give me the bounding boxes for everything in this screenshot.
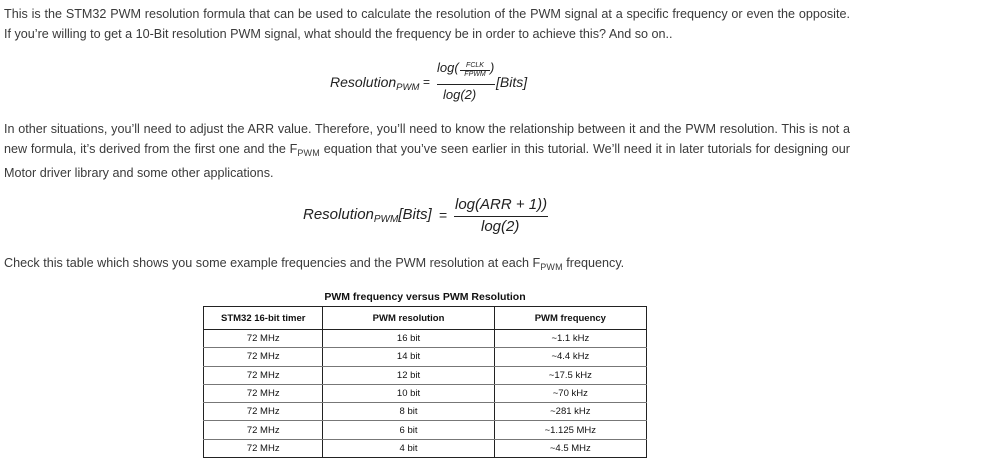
header-frequency: PWM frequency <box>494 307 646 330</box>
pwm-resolution-table <box>203 306 647 458</box>
cell-resolution: 16 bit <box>323 330 494 348</box>
table-row <box>204 330 647 348</box>
formula1-equals: = <box>423 75 431 89</box>
cell-timer: 72 MHz <box>204 403 323 421</box>
cell-frequency: ~4.5 MHz <box>549 442 591 454</box>
cell-resolution: 4 bit <box>323 439 494 457</box>
formula1-unit: [Bits] <box>496 74 528 90</box>
formula2-numerator: log(ARR + 1)) <box>455 196 548 213</box>
formula1-close-paren: ) <box>490 60 495 75</box>
formula1-inner-fraction: FCLK FPWM <box>460 62 490 79</box>
cell-frequency: ~17.5 kHz <box>494 366 646 384</box>
cell-resolution: 12 bit <box>323 366 494 384</box>
formula2-fraction-bar <box>454 216 548 217</box>
cell-timer: 72 MHz <box>204 366 323 384</box>
cell-frequency: ~70 kHz <box>494 384 646 402</box>
formula2-denominator: log(2) <box>481 218 520 235</box>
cell-frequency: ~4.4 kHz <box>494 348 646 366</box>
table-row <box>204 439 647 457</box>
formula1-fraction-bar <box>437 84 495 85</box>
table-row <box>204 384 647 402</box>
table-header-row <box>204 307 647 330</box>
table-row <box>204 421 647 439</box>
header-timer: STM32 16-bit timer <box>204 307 323 330</box>
formula2-lhs: Resolution$_{PWM}$[Bits] <box>303 206 432 225</box>
cell-frequency: ~281 kHz <box>494 403 646 421</box>
cell-frequency: ~1.1 kHz <box>494 330 646 348</box>
cell-frequency: ~1.125 MHz <box>494 421 646 439</box>
cell-timer: 72 MHz <box>204 330 323 348</box>
cell-timer: 72 MHz <box>204 384 323 402</box>
cell-timer: 72 MHz <box>204 421 323 439</box>
table-caption: PWM frequency versus PWM Resolution <box>324 291 526 303</box>
formula1-numerator-log: log( <box>437 60 459 75</box>
resolution-formula-frequency <box>330 60 570 104</box>
header-resolution: PWM resolution <box>323 307 494 330</box>
table-row <box>204 348 647 366</box>
formula1-denominator: log(2) <box>443 87 477 102</box>
cell-resolution: 6 bit <box>323 421 494 439</box>
resolution-formula-arr <box>303 196 563 240</box>
cell-resolution: 10 bit <box>323 384 494 402</box>
cell-resolution: 8 bit <box>323 403 494 421</box>
table-intro-paragraph: Check this table which shows you some example frequencies and the PWM resolution at each $F_{PWM}$ frequency. <box>4 256 625 272</box>
intro-paragraph: This is the STM32 PWM resolution formula that can be used to calculate the resolution of the PWM signal at a specific frequency or even the opposite. If you’re willing to get a 10-Bit resolution PWM signal, what should the frequency be in order to achieve this? And so on.. <box>4 7 850 41</box>
cell-resolution: 14 bit <box>323 348 494 366</box>
arr-paragraph: In other situations, you’ll need to adjust the ARR value. Therefore, you’ll need to know the relationship between it and the PWM resolution. This is not a new formula, it’s derived from the first one and the $F_{PWM}$ equation that you’ve seen earlier in this tutorial. We’ll need it in later tutorials for designing our Motor driver library and some other applications. <box>4 122 850 180</box>
cell-timer: 72 MHz <box>204 439 323 457</box>
table-row <box>204 366 647 384</box>
table-row <box>204 403 647 421</box>
formula1-lhs: Resolution$_{PWM}$ <box>330 74 420 93</box>
formula2-equals: = <box>439 207 448 223</box>
cell-timer: 72 MHz <box>204 348 323 366</box>
